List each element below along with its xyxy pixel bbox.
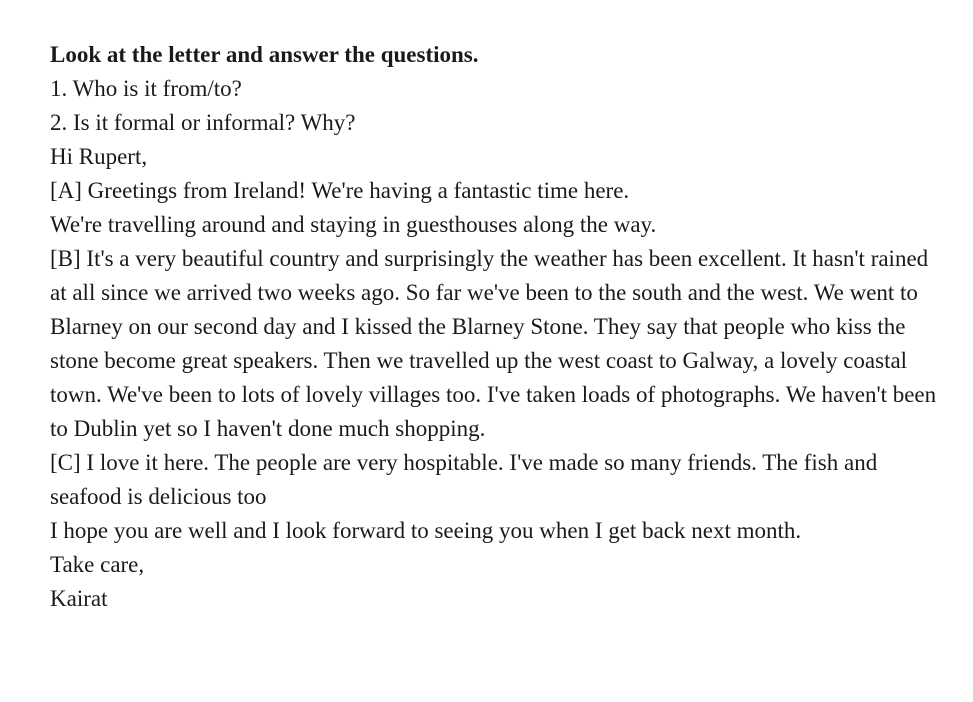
- question-1: 1. Who is it from/to?: [50, 76, 242, 101]
- letter-closing: Take care,: [50, 552, 145, 577]
- instruction-heading: Look at the letter and answer the questions.: [50, 42, 479, 67]
- letter-paragraph-b: [B] It's a very beautiful country and surprisingly the weather has been excellent. It hasn't rained at all since we arrived two weeks ago. So far we've been to the south and the west. We went to Blarney on our second day and I kissed the Blarney Stone. They say that people who kiss the stone become great speakers. Then we travelled up the west coast to Galway, a lovely coastal town. We've been to lots of lovely villages too. I've taken loads of photographs. We haven't been to Dublin yet so I haven't done much shopping.: [50, 246, 937, 441]
- letter-signature: Kairat: [50, 586, 108, 611]
- letter-paragraph-a-continued: We're travelling around and staying in guesthouses along the way.: [50, 212, 657, 237]
- document-body: [50, 38, 950, 616]
- letter-greeting: Hi Rupert,: [50, 144, 148, 169]
- letter-paragraph-a: [A] Greetings from Ireland! We're having a fantastic time here.: [50, 178, 630, 203]
- letter-paragraph-c: [C] I love it here. The people are very hospitable. I've made so many friends. The fish and seafood is delicious too: [50, 450, 878, 509]
- letter-paragraph-closing-line: I hope you are well and I look forward to seeing you when I get back next month.: [50, 518, 802, 543]
- question-2: 2. Is it formal or informal? Why?: [50, 110, 356, 135]
